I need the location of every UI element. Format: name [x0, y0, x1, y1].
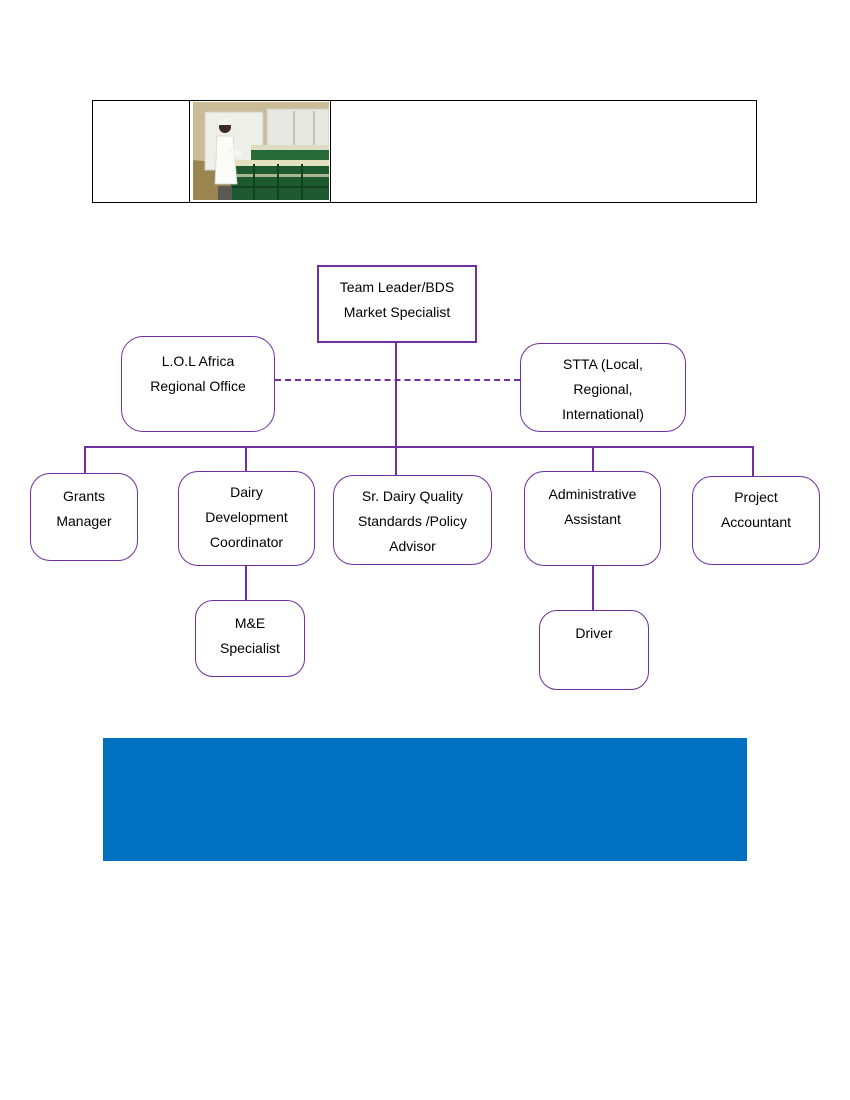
org-node-administrative-assistant — [524, 471, 661, 566]
connector-me-specialist — [245, 565, 247, 601]
org-node-me-specialist — [195, 600, 305, 677]
org-node-label: Project — [734, 489, 778, 505]
org-node-label: Team Leader/BDS — [339, 279, 455, 295]
org-node-label: Development — [205, 509, 288, 525]
org-node-label: Accountant — [720, 514, 792, 530]
connector-driver — [592, 565, 594, 611]
org-node-label: Grants — [62, 488, 105, 504]
org-node-label: L.O.L Africa — [161, 353, 235, 369]
org-node-driver — [539, 610, 649, 690]
org-node-label: Market Specialist — [343, 304, 451, 320]
org-node-team-leader — [317, 265, 477, 343]
org-node-label: M&E — [234, 615, 266, 631]
connector-project-accountant — [752, 446, 754, 477]
org-node-label: Assistant — [564, 511, 621, 527]
org-node-label: Administrative — [548, 486, 637, 502]
org-node-label: STTA (Local, — [563, 356, 643, 372]
org-node-label: Regional Office — [150, 378, 246, 394]
org-node-label: Sr. Dairy Quality — [361, 488, 464, 504]
blue-highlight-bar — [103, 738, 747, 861]
org-node-label: Specialist — [220, 640, 280, 656]
org-node-label: Standards /Policy — [358, 513, 467, 529]
org-node-grants-manager — [30, 473, 138, 561]
connector-admin — [592, 446, 594, 472]
org-node-sr-dairy-quality-advisor — [333, 475, 492, 565]
org-node-label: Regional, — [573, 381, 633, 397]
connector-dairy — [245, 446, 247, 472]
org-node-label: Driver — [575, 625, 613, 641]
org-node-lol-africa-regional-office — [121, 336, 275, 432]
org-node-dairy-development-coordinator — [178, 471, 315, 566]
connector-sr-dairy — [395, 446, 397, 476]
org-node-label: Advisor — [389, 538, 436, 554]
connector-dashed-advisory — [275, 379, 520, 381]
connector-team-leader — [395, 343, 397, 448]
org-node-label: Coordinator — [209, 534, 284, 550]
org-node-project-accountant — [692, 476, 820, 565]
connector-bus — [84, 446, 754, 448]
org-node-label: International) — [562, 406, 644, 422]
org-node-stta — [520, 343, 686, 432]
org-node-label: Dairy — [230, 484, 263, 500]
connector-grants — [84, 446, 86, 474]
org-node-label: Manager — [56, 513, 112, 529]
